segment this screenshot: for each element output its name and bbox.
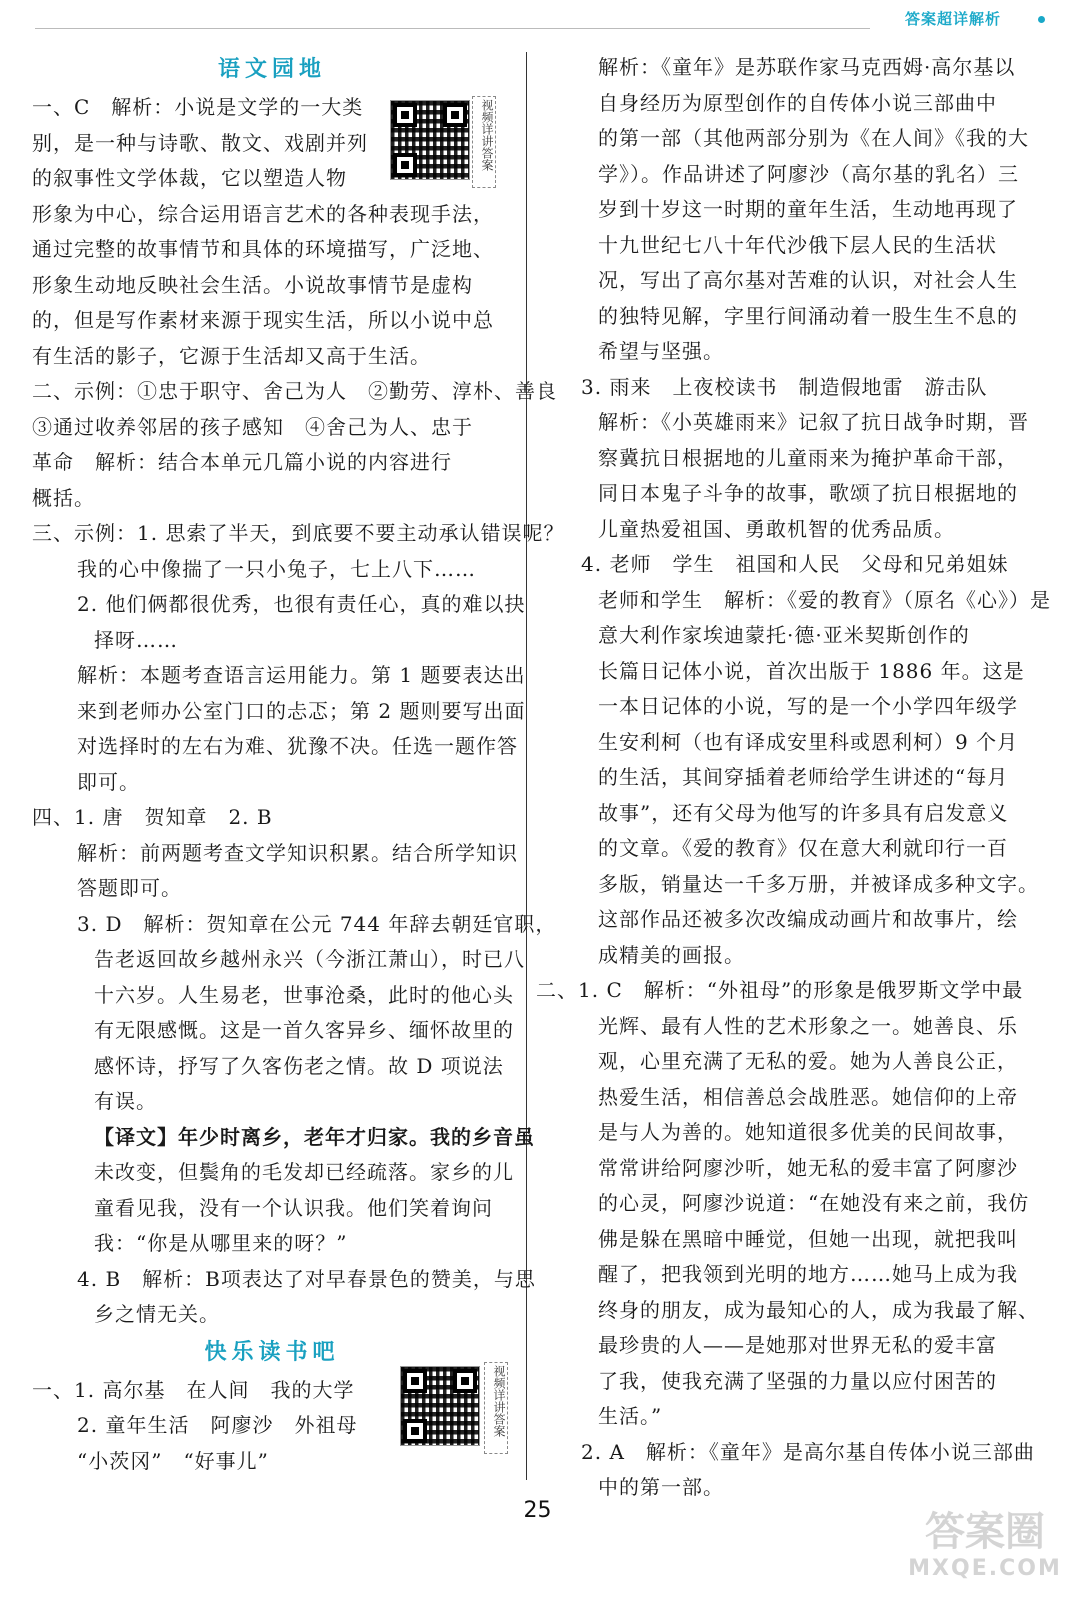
text-line: ③通过收养邻居的孩子感知 ④舍己为人、忠于	[32, 414, 473, 439]
text-line: 长篇日记体小说，首次出版于 1886 年。这是	[598, 658, 1025, 683]
text-line: 岁到十岁这一时期的童年生活，生动地再现了	[598, 197, 1018, 221]
text-line: 生安利柯（也有译成安里科或恩利柯）9 个月	[598, 729, 1019, 754]
text-line: 了我，使我充满了坚强的力量以应付困苦的	[598, 1368, 997, 1393]
section-title-kuaile-dushuba: 快乐读书吧	[204, 1339, 340, 1365]
text-line: 有无限感慨。这是一首久客异乡、缅怀故里的	[94, 1018, 514, 1042]
text-line: 即可。	[77, 769, 140, 794]
watermark-logo	[905, 1508, 1065, 1598]
text-line: 别，是一种与诗歌、散文、戏剧并列	[32, 130, 368, 155]
text-line: 醒了，把我领到光明的地方……她马上成为我	[598, 1262, 1018, 1286]
text-line: 形象生动地反映社会生活。小说故事情节是虚构	[32, 272, 473, 297]
qr-code-icon[interactable]	[390, 100, 470, 180]
text-line: 解析：前两题考查文学知识积累。结合所学知识	[77, 840, 518, 865]
page-number: 25	[523, 1498, 552, 1523]
text-line: 有生活的影子，它源于生活却又高于生活。	[32, 343, 431, 368]
text-line: 感怀诗，抒写了久客伤老之情。故 D 项说法	[94, 1053, 504, 1078]
section-title-yuwen-yuandi: 语文园地	[217, 57, 326, 82]
text-line: 学》）。作品讲述了阿廖沙（高尔基的乳名）三	[598, 161, 1019, 186]
text-line: 终身的朋友，成为最知心的人，成为我最了解、	[598, 1297, 1039, 1322]
text-line: 生活。”	[598, 1404, 663, 1428]
text-line: 这部作品还被多次改编成动画片和故事片，绘	[598, 907, 1018, 931]
text-line: 同日本鬼子斗争的故事，歌颂了抗日根据地的	[598, 481, 1018, 505]
text-line: 多版，销量达一千多万册，并被译成多种文字。	[598, 871, 1039, 896]
text-line: 观，心里充满了无私的爱。她为人善良公正，	[598, 1049, 1018, 1073]
text-line: 择呀……	[94, 627, 178, 652]
text-line: 一、C 解析：小说是文学的一大类	[32, 95, 364, 119]
text-line: 通过完整的故事情节和具体的环境描写，广泛地、	[32, 237, 494, 261]
text-line: 的文章。《爱的教育》仅在意大利就印行一百	[598, 836, 1008, 860]
text-line: 是与人为善的。她知道很多优美的民间故事，	[598, 1120, 1018, 1144]
text-line: 常常讲给阿廖沙听，她无私的爱丰富了阿廖沙	[598, 1155, 1018, 1180]
text-line: 的第一部（其他两部分别为《在人间》《我的大	[598, 126, 1029, 150]
text-line: 三、示例：1. 思索了半天，到底要不要主动承认错误呢？	[32, 521, 565, 545]
text-line: 成精美的画报。	[598, 942, 745, 967]
text-line: 十九世纪七八十年代沙俄下层人民的生活状	[598, 232, 997, 257]
text-line: 对选择时的左右为难、犹豫不决。任选一题作答	[77, 734, 518, 758]
watermark-url: MXQE.COM	[908, 1556, 1062, 1581]
text-line: 中的第一部。	[598, 1475, 724, 1499]
text-line: 光辉、最有人性的艺术形象之一。她善良、乐	[598, 1013, 1018, 1038]
text-line: 故事”，还有父母为他写的许多具有启发意义	[598, 800, 1009, 825]
text-line: 察冀抗日根据地的儿童雨来为掩护革命干部，	[598, 445, 1018, 470]
text-line: 的独特见解，字里行间涌动着一股生生不息的	[598, 303, 1018, 328]
text-line: 十六岁。人生易老，世事沧桑，此时的他心头	[94, 982, 514, 1007]
right-column	[536, 50, 1051, 1506]
text-line: 一、1. 高尔基 在人间 我的大学	[32, 1377, 355, 1402]
text-line: 革命 解析：结合本单元几篇小说的内容进行	[32, 450, 452, 474]
text-line: 童看见我，没有一个认识我。他们笑着询问	[94, 1195, 493, 1220]
text-line: 的，但是写作素材来源于现实生活，所以小说中总	[32, 308, 494, 332]
text-line: 2. 他们俩都很优秀，也很有责任心，真的难以抉	[77, 592, 526, 616]
text-line: 未改变，但鬓角的毛发却已经疏落。家乡的儿	[94, 1160, 514, 1184]
text-line: 解析：《童年》是苏联作家马克西姆·高尔基以	[598, 55, 1016, 79]
text-line: 老师和学生 解析：《爱的教育》（原名《心》）是	[598, 587, 1051, 612]
left-column	[32, 50, 565, 1479]
text-line: 告老返回故乡越州永兴（今浙江萧山），时已八	[94, 947, 525, 971]
text-line: 答题即可。	[77, 876, 182, 900]
text-line: 我：“你是从哪里来的呀？”	[94, 1231, 348, 1255]
text-line: 意大利作家埃迪蒙托·德·亚米契斯创作的	[598, 623, 970, 647]
translation-line: 【译文】年少时离乡，老年才归家。我的乡音虽	[94, 1124, 535, 1149]
watermark-text: 答案圈	[925, 1509, 1045, 1555]
text-line: 3. D 解析：贺知章在公元 744 年辞去朝廷官职，	[77, 911, 557, 936]
text-line: 有误。	[94, 1089, 157, 1113]
text-line: 4. B 解析：B项表达了对早春景色的赞美，与思	[77, 1266, 536, 1291]
text-line: 我的心中像揣了一只小兔子，七上八下……	[77, 556, 476, 581]
header-title: 答案超详解析	[905, 10, 1002, 28]
header-dot	[1038, 16, 1045, 23]
text-line: 希望与坚强。	[598, 339, 724, 363]
text-line: 的叙事性文学体裁，它以塑造人物	[32, 166, 347, 190]
text-line: 4. 老师 学生 祖国和人民 父母和兄弟姐妹	[581, 552, 1009, 576]
text-line: 形象为中心，综合运用语言艺术的各种表现手法，	[32, 201, 494, 226]
text-line: 况，写出了高尔基对苦难的认识，对社会人生	[598, 268, 1018, 292]
text-line: 的生活，其间穿插着老师给学生讲述的“每月	[598, 765, 1009, 789]
text-line: “小茨冈” “好事儿”	[77, 1448, 269, 1473]
text-line: 最珍贵的人——是她那对世界无私的爱丰富	[598, 1333, 997, 1357]
text-line: 一本日记体的小说，写的是一个小学四年级学	[598, 694, 1018, 718]
text-line: 热爱生活，相信善总会战胜恶。她信仰的上帝	[598, 1084, 1018, 1109]
qr-caption: 视频详讲答案	[472, 96, 496, 188]
text-line: 解析：《小英雄雨来》记叙了抗日战争时期，晋	[598, 410, 1029, 434]
text-line: 来到老师办公室门口的忐忑；第 2 题则要写出面	[77, 698, 526, 723]
text-line: 概括。	[32, 485, 95, 510]
text-line: 2. 童年生活 阿廖沙 外祖母	[77, 1413, 358, 1437]
text-line: 解析：本题考查语言运用能力。第 1 题要表达出	[77, 663, 526, 687]
text-line: 2. A 解析：《童年》是高尔基自传体小说三部曲	[581, 1439, 1035, 1464]
text-line: 的心灵，阿廖沙说道：“在她没有来之前，我仿	[598, 1191, 1030, 1215]
header-rule	[35, 28, 870, 29]
text-line: 二、示例：①忠于职守、舍己为人 ②勤劳、淳朴、善良	[32, 379, 557, 403]
text-line: 自身经历为原型创作的自传体小说三部曲中	[598, 90, 997, 115]
text-line: 儿童热爱祖国、勇敢机智的优秀品质。	[598, 516, 955, 541]
text-line: 3. 雨来 上夜校读书 制造假地雷 游击队	[581, 374, 988, 399]
text-line: 四、1. 唐 贺知章 2. B	[32, 805, 273, 829]
text-line: 佛是躲在黑暗中睡觉，但她一出现，就把我叫	[598, 1226, 1018, 1251]
qr-code-icon[interactable]	[400, 1366, 480, 1446]
qr-caption: 视频详讲答案	[484, 1362, 508, 1454]
text-line: 二、1. C 解析：“外祖母”的形象是俄罗斯文学中最	[536, 978, 1024, 1002]
text-line: 乡之情无关。	[94, 1302, 220, 1326]
